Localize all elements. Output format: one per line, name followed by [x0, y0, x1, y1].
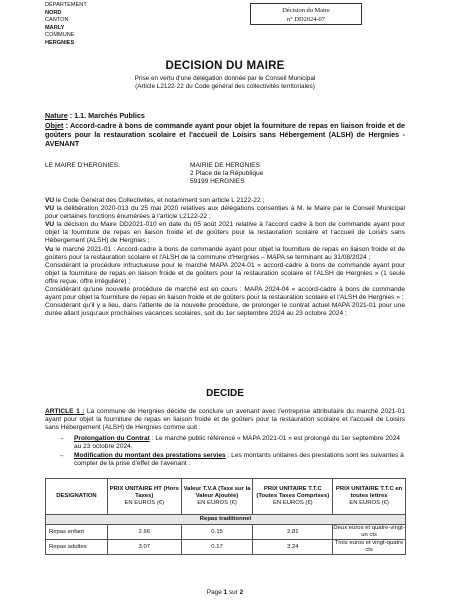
considerant-text: la délibération 2020-013 du 25 mai 2020 relatives aux délégations consenties à M. le Maire par le Conseil Municipal pour certaines fonctions énumérées à l'article L2122-22 ; — [45, 205, 405, 221]
objet-paragraph — [45, 121, 405, 148]
decision-box-number: n° DD2024-07 — [287, 16, 325, 23]
cell-prix-lettres: Trois euros et vingt-quatre cts — [333, 540, 406, 555]
address-line: MAIRIE DE HERGNIES — [190, 162, 260, 169]
header-line: MARLY — [45, 24, 65, 31]
considerant-lead: VU — [45, 221, 55, 229]
cell-tva: 0.15 — [181, 525, 253, 540]
considerant-paragraph — [45, 262, 405, 286]
address-line: 59199 HERGNIES — [190, 178, 245, 186]
nature-value: : 1.1. Marchés Publics — [67, 111, 145, 120]
header-line: CANTON — [45, 17, 69, 24]
column-header — [107, 479, 181, 515]
column-header-label: PRIX UNITAIRE T.T.C en toutes lettres — [335, 486, 403, 499]
cell-designation: Repas adultes — [46, 540, 108, 555]
considerant-lead: Vu — [45, 245, 54, 253]
column-header-unit: EN EUROS (€) — [273, 500, 313, 506]
considerant-text: Considérant qu'il y a lieu, dans l'attente de la nouvelle procédure, de prolonger le contrat actuel MAPA 2021-01 pour une durée allant jusqu'aux prochaines vacances scolaires, soit du 1er septembre 2024 au 23 octobre 2024 ; — [45, 302, 405, 318]
footer-prefix: Page — [206, 589, 224, 596]
column-header — [253, 479, 333, 515]
objet-label: Objet — [45, 121, 64, 130]
footer-page-total: 2 — [239, 589, 244, 596]
article-1-paragraph — [45, 408, 405, 432]
cell-prix-ht: 2.66 — [107, 525, 181, 540]
bullet-label: Modification du montant des prestations servies — [74, 452, 226, 459]
cell-tva: 0.17 — [181, 540, 253, 555]
table-header-row — [46, 479, 406, 515]
table-group-row — [46, 515, 406, 525]
cell-designation: Repas enfant — [46, 525, 108, 540]
bullet-text — [74, 435, 404, 451]
considerant-paragraph — [45, 302, 405, 318]
considerant-text: le marché 2021-01 : Accord-cadre à bons de commande ayant pour objet la fourniture de repas en liaison froide et de goûters pour la restauration scolaire et l'ALSH de la commune d'Hergnies – MAPA se terminant au 31/08/2024 ; — [45, 245, 405, 261]
article-1-label: ARTICLE 1 : — [45, 408, 85, 415]
arrow-icon: → — [58, 435, 65, 442]
cell-prix-ttc: 3.24 — [253, 540, 333, 555]
nature-line — [45, 111, 405, 120]
arrow-icon: → — [58, 452, 65, 459]
price-table — [45, 478, 406, 555]
header-line: COMMUNE — [45, 32, 75, 39]
considerant-text: Considérant la procédure infructueuse pour le marché MAPA 2024-01 « accord-cadre à bons de commande ayant pour objet la fourniture de repas en liaison froide et de goûters pour la restauration scolaire et l'ALSH de Hergnies » (1 seule offre reçue, offre irrégulière) ; — [45, 261, 405, 285]
considerant-lead: VU — [45, 205, 55, 213]
decide-heading: DECIDE — [206, 388, 244, 399]
column-header-label: DESIGNATION — [56, 493, 97, 499]
bullet-body: : Le marché public référencé « MAPA 2021-01 » est prolongé du 1er septembre 2024 au 23 octobre 2024. — [74, 435, 401, 451]
decision-number-box — [250, 3, 362, 25]
header-line: NORD — [45, 9, 62, 16]
cell-prix-ht: 3.07 — [107, 540, 181, 555]
column-header — [181, 479, 253, 515]
column-header-label: Valeur T.V.A (Taxe sur la Valeur Ajoutée) — [183, 486, 251, 499]
bullet-label: Prolongation du Contrat — [74, 435, 150, 442]
column-header — [333, 479, 406, 515]
address-line: 2 Place de la République — [190, 170, 264, 178]
footer-middle: sur — [227, 589, 240, 596]
considerant-lead: VU — [45, 197, 55, 204]
header-line: DÉPARTEMENT — [45, 2, 87, 8]
page-subtitle — [0, 75, 450, 91]
subtitle-line: (Article L2122-22 du Code général des collectivités territoriales) — [135, 83, 315, 90]
article-1-text: La commune de Hergnies décide de conclure un avenant avec l'entreprise attributaire du marché 2021-01 ayant pour objet la fourniture de repas en liaison froide et de goûters pour la restauration scolaire et l'accueil de Loisirs sans Hébergement (ALSH) de Hergnies comme suit : — [45, 408, 405, 432]
column-header-unit: EN EUROS (€) — [124, 500, 165, 506]
considerant-text: le Code Général des Collectivités, et notamment son article L 2122-22 ; — [54, 197, 265, 204]
considerant-paragraph — [45, 205, 405, 221]
page-footer — [0, 589, 450, 596]
administrative-header — [45, 2, 87, 48]
header-line: HERGNIES — [45, 39, 75, 46]
considerant-paragraph — [45, 197, 405, 205]
considerant-text: la décision du Maire DD2021-010 en date du 05 août 2021 relative à l'accord cadre à bon de commande ayant pour objet la fourniture de repas en liaison froide et de goûters pour la restauration scolaire et l'accueil de Loisirs sans Hébergement (ALSH) de Hergnies ; — [45, 221, 405, 245]
table-row — [46, 525, 406, 540]
decision-box-title: Décision du Maire — [282, 7, 330, 14]
bullet-text — [74, 452, 404, 468]
footer-page-number: 1 — [223, 589, 228, 596]
group-label: Repas traditionnel — [46, 515, 406, 525]
column-header-unit: EN EUROS (€) — [349, 500, 389, 506]
page-title: DECISION DU MAIRE — [165, 60, 285, 72]
considerant-paragraph — [45, 286, 405, 302]
column-header — [46, 479, 108, 515]
cell-prix-lettres: Deux euros et quatre-vingt-un cts — [333, 525, 405, 538]
table-row — [46, 540, 406, 555]
bullet-body: : Les montants unitaires des prestations sont les suivantes à compter de la prise d'effet de l'avenant : — [74, 452, 404, 468]
column-header-label: PRIX UNITAIRE HT (Hors Taxes) — [109, 486, 179, 499]
column-header-label: PRIX UNITAIRE T.T.C (Toutes Taxes Comprises) — [256, 486, 330, 499]
subtitle-line: Prise en vertu d'une délégation donnée par le Conseil Municipal — [134, 75, 316, 82]
maire-label: LE MAIRE D'HERGNIES: — [45, 162, 120, 169]
nature-label: Nature — [45, 111, 68, 120]
considerant-text: Considérant qu'une nouvelle procédure de marché est en cours : MAPA 2024-04 « accord-cadre à bons de commande ayant pour objet la fourniture de repas en liaison froide et de goûters pour la restauration scolaire et l'ALSH de Hergnies » ; — [45, 286, 405, 302]
considerant-paragraph — [45, 221, 405, 245]
objet-value: : Accord-cadre à bons de commande ayant pour objet la fourniture de repas en liaison froide et de goûters pour la restauration scolaire et l'accueil de Loisirs sans Hébergement (ALSH) de Hergnies - AVENANT — [45, 121, 405, 148]
considerants-block — [45, 197, 405, 318]
considerant-paragraph — [45, 246, 405, 262]
mairie-address — [190, 162, 263, 186]
cell-prix-ttc: 2.81 — [253, 525, 333, 540]
column-header-unit: EN EUROS (€) — [197, 500, 237, 506]
